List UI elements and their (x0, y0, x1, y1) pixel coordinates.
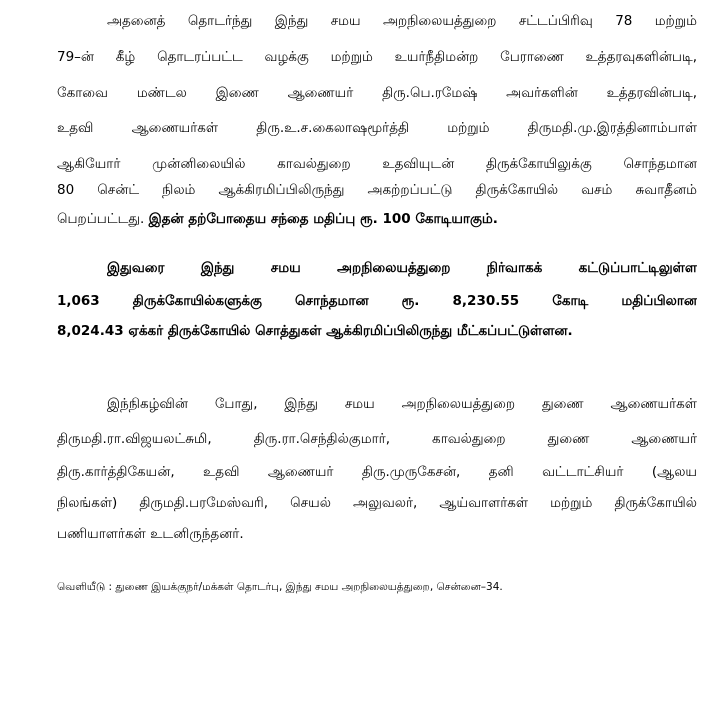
paragraph-2-line-3: 8,024.43 ஏக்கர் திருக்கோயில் சொத்துகள் ஆக்கிரமிப்பிலிருந்து மீட்கப்பட்டுள்ளன. (57, 323, 573, 339)
paragraph-3-line-5: பணியாளர்கள் உடனிருந்தனர். (57, 526, 244, 542)
paragraph-1-line-2: 79–ன் கீழ் தொடரப்பட்ட வழக்கு மற்றும் உயர்நீதிமன்ற பேராணை உத்தரவுகளின்படி, (57, 49, 697, 65)
paragraph-2-line-2: 1,063 திருக்கோயில்களுக்கு சொந்தமான ரூ. 8,230.55 கோடி மதிப்பிலான (57, 293, 697, 309)
paragraph-3-line-3: திரு.கார்த்திகேயன், உதவி ஆணையர் திரு.முருகேசன், தனி வட்டாட்சியர் (ஆலய (57, 464, 697, 480)
paragraph-1-line-7-text: பெறப்பட்டது. (57, 211, 149, 227)
paragraph-1-line-3: கோவை மண்டல இணை ஆணையர் திரு.பெ.ரமேஷ் அவர்களின் உத்தரவின்படி, (57, 85, 697, 101)
paragraph-1-line-5: ஆகியோர் முன்னிலையில் காவல்துறை உதவியுடன் திருக்கோயிலுக்கு சொந்தமான (57, 156, 697, 172)
paragraph-1-line-4: உதவி ஆணையர்கள் திரு.உ.ச.கைலாஷமூர்த்தி மற்றும் திருமதி.மு.இரத்தினாம்பாள் (57, 120, 697, 136)
paragraph-3-line-2: திருமதி.ரா.விஜயலட்சுமி, திரு.ரா.செந்தில்குமார், காவல்துறை துணை ஆணையர் (57, 431, 697, 447)
paragraph-1-line-7 (57, 210, 697, 228)
paragraph-3-line-4: நிலங்கள்) திருமதி.பரமேஸ்வரி, செயல் அலுவலர், ஆய்வாளர்கள் மற்றும் திருக்கோயில் (57, 495, 697, 511)
paragraph-1-line-1: அதனைத் தொடர்ந்து இந்து சமய அறநிலையத்துறை சட்டப்பிரிவு 78 மற்றும் (107, 13, 697, 29)
market-value-statement: இதன் தற்போதைய சந்தை மதிப்பு ரூ. 100 கோடியாகும். (148, 211, 498, 227)
paragraph-3-line-1: இந்நிகழ்வின் போது, இந்து சமய அறநிலையத்துறை துணை ஆணையர்கள் (107, 396, 697, 412)
release-footer: வெளியீடு : துணை இயக்குநர்/மக்கள் தொடர்பு, இந்து சமய அறநிலையத்துறை, சென்னை–34. (57, 581, 503, 593)
paragraph-1-line-6: 80 சென்ட் நிலம் ஆக்கிரமிப்பிலிருந்து அகற்றப்பட்டு திருக்கோயில் வசம் சுவாதீனம் (57, 182, 697, 198)
paragraph-2-line-1: இதுவரை இந்து சமய அறநிலையத்துறை நிர்வாகக் கட்டுப்பாட்டிலுள்ள (107, 260, 697, 276)
